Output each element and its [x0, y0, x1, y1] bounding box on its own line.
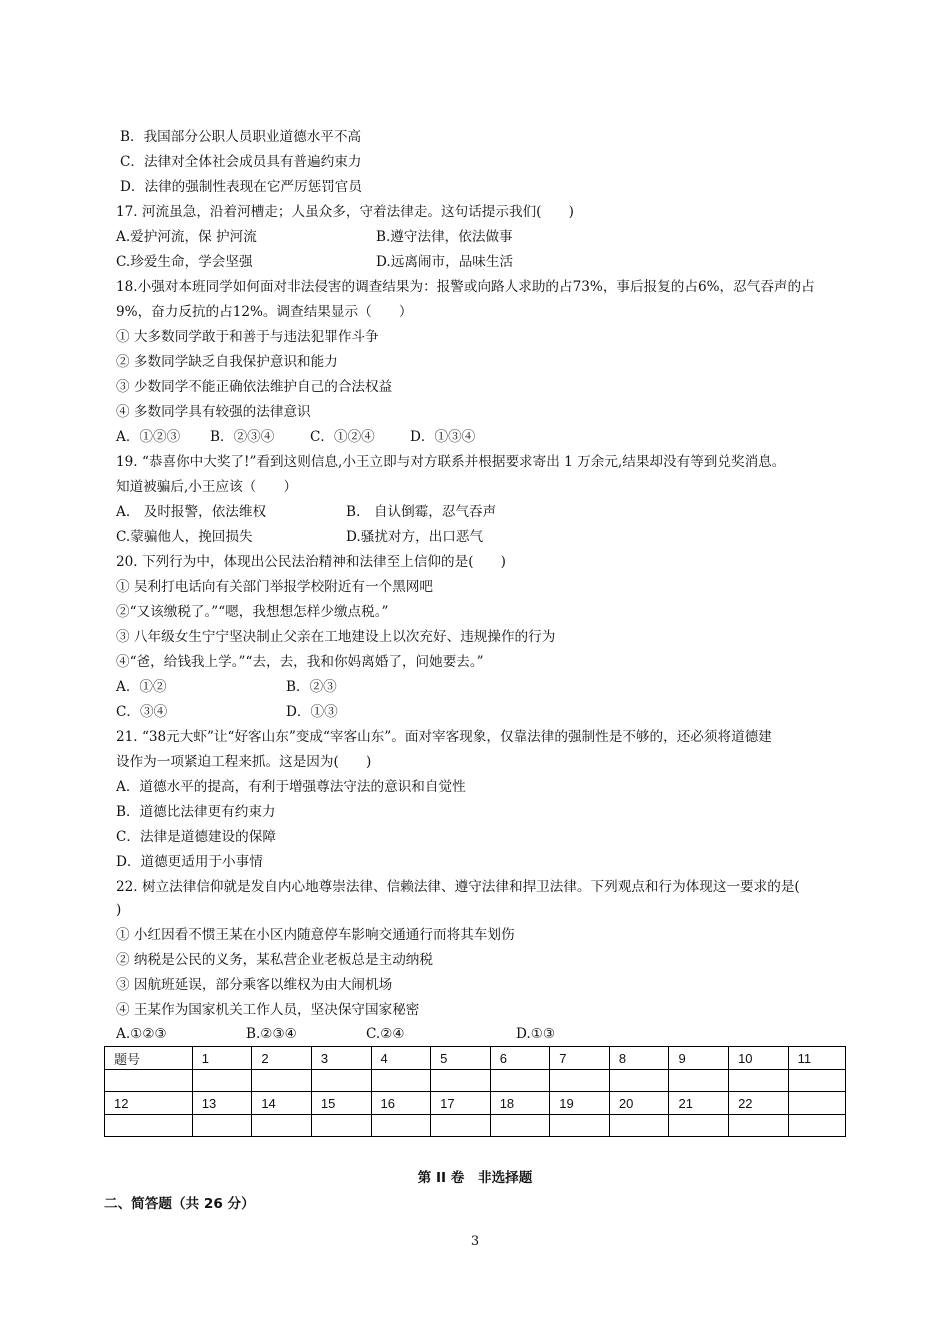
answer-cell[interactable]: [371, 1115, 431, 1137]
table-cell: 题号: [105, 1047, 193, 1070]
q22-item-1: ① 小红因看不惯王某在小区内随意停车影响交通通行而将其车划伤: [116, 927, 515, 943]
answer-cell[interactable]: [490, 1070, 550, 1092]
answer-cell[interactable]: [490, 1115, 550, 1137]
answer-table: [104, 1046, 846, 1137]
q21-option-a: A．道德水平的提高，有利于增强尊法守法的意识和自觉性: [116, 779, 466, 795]
q19-option-c: C.蒙骗他人，挽回损失: [116, 529, 253, 545]
q20-item-2: ②“又该缴税了。”“嗯，我想想怎样少缴点税。”: [116, 604, 389, 620]
answer-cell[interactable]: [788, 1115, 845, 1137]
answer-cell[interactable]: [729, 1115, 789, 1137]
table-row-answers-2: [105, 1115, 846, 1137]
q16-option-c: C．法律对全体社会成员具有普遍约束力: [120, 154, 362, 170]
q18-item-1: ① 大多数同学敢于和善于与违法犯罪作斗争: [116, 329, 379, 345]
answer-cell[interactable]: [252, 1115, 312, 1137]
q18-stem-line1: 18.小强对本班同学如何面对非法侵害的调查结果为：报警或向路人求助的占73%，事后报复的占6%，忍气吞声的占: [116, 279, 815, 295]
q22-item-2: ② 纳税是公民的义务，某私营企业老板总是主动纳税: [116, 952, 433, 968]
q20-option-a: A．①②: [116, 679, 167, 695]
answer-cell[interactable]: [669, 1115, 729, 1137]
q22-option-c: C.②④: [366, 1026, 405, 1042]
table-cell: 13: [192, 1092, 252, 1115]
q22-stem-line2: ): [116, 902, 122, 918]
q19-stem-line1: 19. “恭喜你中大奖了!”看到这则信息,小王立即与对方联系并根据要求寄出 1 万余元,结果却没有等到兑奖消息。: [116, 454, 786, 470]
q17-option-b: B.遵守法律，依法做事: [376, 229, 513, 245]
q20-option-b: B．②③: [286, 679, 337, 695]
q17-option-c: C.珍爱生命，学会坚强: [116, 254, 253, 270]
q17-stem: 17. 河流虽急，沿着河槽走；人虽众多，守着法律走。这句话提示我们( ): [116, 204, 574, 220]
q20-stem: 20. 下列行为中，体现出公民法治精神和法律至上信仰的是( ): [116, 554, 506, 570]
answer-cell[interactable]: [105, 1115, 193, 1137]
q18-item-3: ③ 少数同学不能正确依法维护自己的合法权益: [116, 379, 393, 395]
table-cell: 9: [669, 1047, 729, 1070]
section-title: 第 II 卷 非选择题: [417, 1170, 533, 1186]
q18-item-2: ② 多数同学缺乏自我保护意识和能力: [116, 354, 338, 370]
table-row-answers-1: [105, 1070, 846, 1092]
answer-cell[interactable]: [550, 1115, 610, 1137]
answer-cell[interactable]: [192, 1115, 252, 1137]
q16-option-d: D．法律的强制性表现在它严厉惩罚官员: [120, 179, 362, 195]
q18-item-4: ④ 多数同学具有较强的法律意识: [116, 404, 311, 420]
q20-option-c: C．③④: [116, 704, 168, 720]
q21-option-b: B．道德比法律更有约束力: [116, 804, 276, 820]
table-cell: 12: [105, 1092, 193, 1115]
table-cell: 10: [729, 1047, 789, 1070]
q20-item-3: ③ 八年级女生宁宁坚决制止父亲在工地建设上以次充好、违规操作的行为: [116, 629, 556, 645]
q22-stem-line1: 22. 树立法律信仰就是发自内心地尊崇法律、信赖法律、遵守法律和捍卫法律。下列观点和行为体现这一要求的是(: [116, 879, 800, 895]
q19-option-a: A. 及时报警，依法维权: [116, 504, 267, 520]
answer-cell[interactable]: [609, 1070, 669, 1092]
answer-cell[interactable]: [311, 1115, 371, 1137]
q22-option-a: A.①②③: [116, 1026, 167, 1042]
table-cell: 17: [431, 1092, 491, 1115]
answer-cell[interactable]: [431, 1115, 491, 1137]
q22-item-3: ③ 因航班延误，部分乘客以维权为由大闹机场: [116, 977, 393, 993]
answer-cell[interactable]: [252, 1070, 312, 1092]
table-cell: 18: [490, 1092, 550, 1115]
q21-option-c: C．法律是道德建设的保障: [116, 829, 276, 845]
table-row-numbers-2: [105, 1092, 846, 1115]
table-cell: 2: [252, 1047, 312, 1070]
table-cell: [788, 1092, 845, 1115]
table-cell: 21: [669, 1092, 729, 1115]
table-cell: 11: [788, 1047, 845, 1070]
q22-option-d: D.①③: [516, 1026, 556, 1042]
answer-cell[interactable]: [371, 1070, 431, 1092]
q17-option-d: D.远离闹市，品味生活: [376, 254, 514, 270]
q18-option-c: C．①②④: [310, 429, 375, 445]
q17-option-a: A.爱护河流，保 护河流: [116, 229, 257, 245]
answer-cell[interactable]: [669, 1070, 729, 1092]
table-cell: 16: [371, 1092, 431, 1115]
table-cell: 3: [311, 1047, 371, 1070]
answer-cell[interactable]: [311, 1070, 371, 1092]
answer-cell[interactable]: [729, 1070, 789, 1092]
table-cell: 4: [371, 1047, 431, 1070]
table-cell: 14: [252, 1092, 312, 1115]
q22-option-b: B.②③④: [246, 1026, 297, 1042]
table-cell: 5: [431, 1047, 491, 1070]
answer-cell[interactable]: [609, 1115, 669, 1137]
q18-option-d: D．①③④: [410, 429, 476, 445]
q21-stem-line2: 设作为一项紧迫工程来抓。这是因为( ): [116, 754, 372, 770]
page-number: 3: [470, 1234, 480, 1249]
answer-cell[interactable]: [192, 1070, 252, 1092]
q21-option-d: D．道德更适用于小事情: [116, 854, 263, 870]
answer-cell[interactable]: [431, 1070, 491, 1092]
table-cell: 20: [609, 1092, 669, 1115]
table-cell: 15: [311, 1092, 371, 1115]
table-row-header: [105, 1047, 846, 1070]
q21-stem-line1: 21. “38元大虾”让“好客山东”变成“宰客山东”。面对宰客现象，仅靠法律的强制性是不够的，还必须将道德建: [116, 729, 772, 745]
q19-option-b: B. 自认倒霉，忍气吞声: [346, 504, 497, 520]
q20-option-d: D．①③: [286, 704, 338, 720]
table-cell: 19: [550, 1092, 610, 1115]
q19-option-d: D.骚扰对方，出口恶气: [346, 529, 484, 545]
q16-option-b: B．我国部分公职人员职业道德水平不高: [120, 129, 362, 145]
answer-cell[interactable]: [105, 1070, 193, 1092]
answer-cell[interactable]: [550, 1070, 610, 1092]
q22-item-4: ④ 王某作为国家机关工作人员，坚决保守国家秘密: [116, 1002, 420, 1018]
table-cell: 6: [490, 1047, 550, 1070]
table-cell: 8: [609, 1047, 669, 1070]
q20-item-4: ④“爸，给钱我上学。”“去，去，我和你妈离婚了，问她要去。”: [116, 654, 484, 670]
q20-item-1: ① 吴利打电话向有关部门举报学校附近有一个黑网吧: [116, 579, 433, 595]
part-two-heading: 二、简答题（共 26 分）: [104, 1196, 255, 1212]
q18-option-a: A．①②③: [116, 429, 181, 445]
q18-option-b: B．②③④: [210, 429, 275, 445]
table-cell: 22: [729, 1092, 789, 1115]
table-cell: 1: [192, 1047, 252, 1070]
answer-cell[interactable]: [788, 1070, 845, 1092]
q18-stem-line2: 9%，奋力反抗的占12%。调查结果显示（ ）: [116, 304, 413, 320]
q19-stem-line2: 知道被骗后,小王应该（ ）: [116, 479, 298, 495]
table-cell: 7: [550, 1047, 610, 1070]
